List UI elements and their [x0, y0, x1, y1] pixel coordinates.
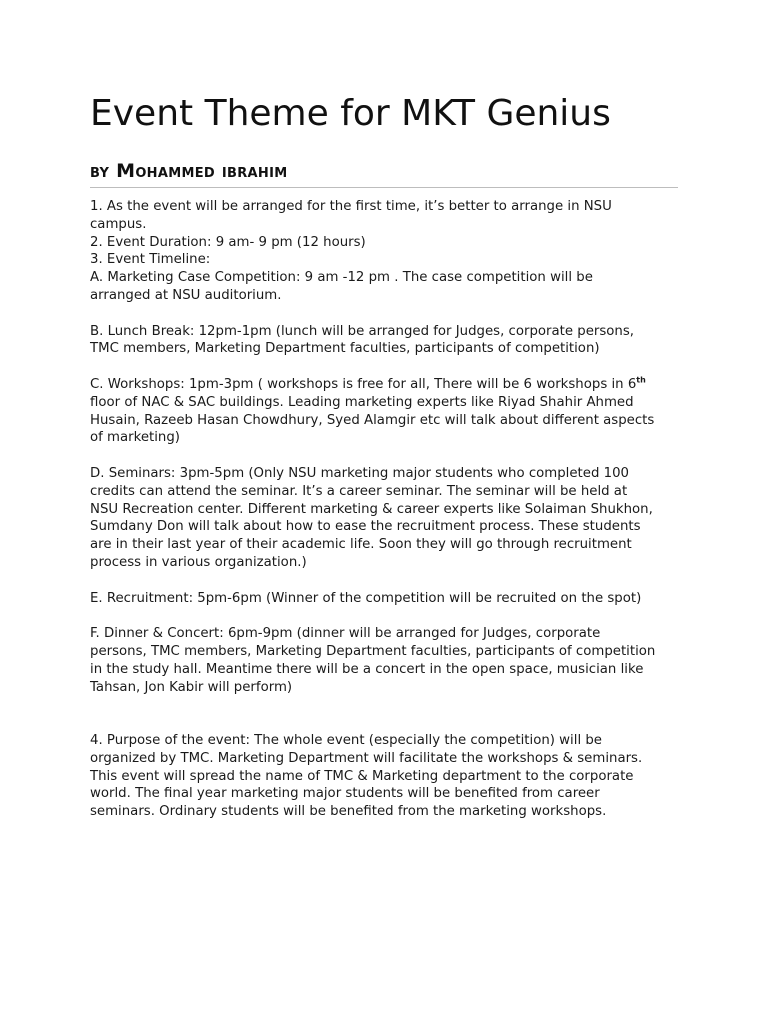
text-line: E. Recruitment: 5pm-6pm (Winner of the competition will be recruited on the spot): [90, 590, 642, 606]
text-line: F. Dinner & Concert: 6pm-9pm (dinner will be arranged for Judges, corporate: [90, 626, 601, 642]
text-line: This event will spread the name of TMC & Marketing department to the corporate: [90, 768, 634, 784]
text-line: D. Seminars: 3pm-5pm (Only NSU marketing major students who completed 100: [90, 465, 629, 481]
text-line: 2. Event Duration: 9 am- 9 pm (12 hours): [90, 234, 366, 250]
text-line: [90, 376, 680, 394]
document-body: [90, 198, 680, 821]
text-line: arranged at NSU auditorium.: [90, 287, 282, 303]
text-line: B. Lunch Break: 12pm-1pm (lunch will be arranged for Judges, corporate persons,: [90, 323, 634, 339]
text-line: in the study hall. Meantime there will be a concert in the open space, musician like: [90, 661, 644, 677]
paragraph-lunch-break: [90, 323, 680, 359]
text-line: process in various organization.): [90, 554, 307, 570]
text-line: TMC members, Marketing Department faculties, participants of competition): [90, 341, 600, 357]
text-line: organized by TMC. Marketing Department will facilitate the workshops & seminars.: [90, 750, 643, 766]
paragraph-workshops: [90, 376, 680, 447]
paragraph-intro: [90, 198, 680, 305]
paragraph-recruitment: [90, 590, 680, 608]
text-line: NSU Recreation center. Different marketing & career experts like Solaiman Shukhon,: [90, 501, 653, 517]
text-line: Sumdany Don will talk about how to ease the recruitment process. These students: [90, 519, 641, 535]
ordinal-suffix: th: [636, 375, 646, 385]
workshops-first-line: C. Workshops: 1pm-3pm ( workshops is free for all, There will be 6 workshops in 6: [90, 376, 637, 392]
text-line: of marketing): [90, 430, 180, 446]
text-line: A. Marketing Case Competition: 9 am -12 pm . The case competition will be: [90, 270, 593, 286]
paragraph-dinner-concert: [90, 625, 680, 696]
text-line: Tahsan, Jon Kabir will perform): [90, 679, 293, 695]
author-byline: by Mohammed ibrahim: [90, 158, 678, 188]
text-line: 1. As the event will be arranged for the first time, it’s better to arrange in NSU: [90, 199, 612, 214]
paragraph-purpose: [90, 732, 680, 821]
text-line: floor of NAC & SAC buildings. Leading marketing experts like Riyad Shahir Ahmed: [90, 394, 634, 410]
text-line: persons, TMC members, Marketing Department faculties, participants of competition: [90, 643, 656, 659]
text-line: campus.: [90, 216, 147, 232]
text-line: credits can attend the seminar. It’s a career seminar. The seminar will be held at: [90, 483, 628, 499]
text-line: 3. Event Timeline:: [90, 252, 211, 268]
document-title: Event Theme for MKT Genius: [90, 93, 611, 134]
text-line: seminars. Ordinary students will be benefited from the marketing workshops.: [90, 804, 607, 820]
text-line: are in their last year of their academic life. Soon they will go through recruitment: [90, 537, 632, 553]
paragraph-seminars: [90, 465, 680, 572]
text-line: world. The final year marketing major students will be benefited from career: [90, 786, 600, 802]
text-line: Husain, Razeeb Hasan Chowdhury, Syed Alamgir etc will talk about different aspects: [90, 412, 655, 428]
text-line: 4. Purpose of the event: The whole event (especially the competition) will be: [90, 732, 602, 748]
